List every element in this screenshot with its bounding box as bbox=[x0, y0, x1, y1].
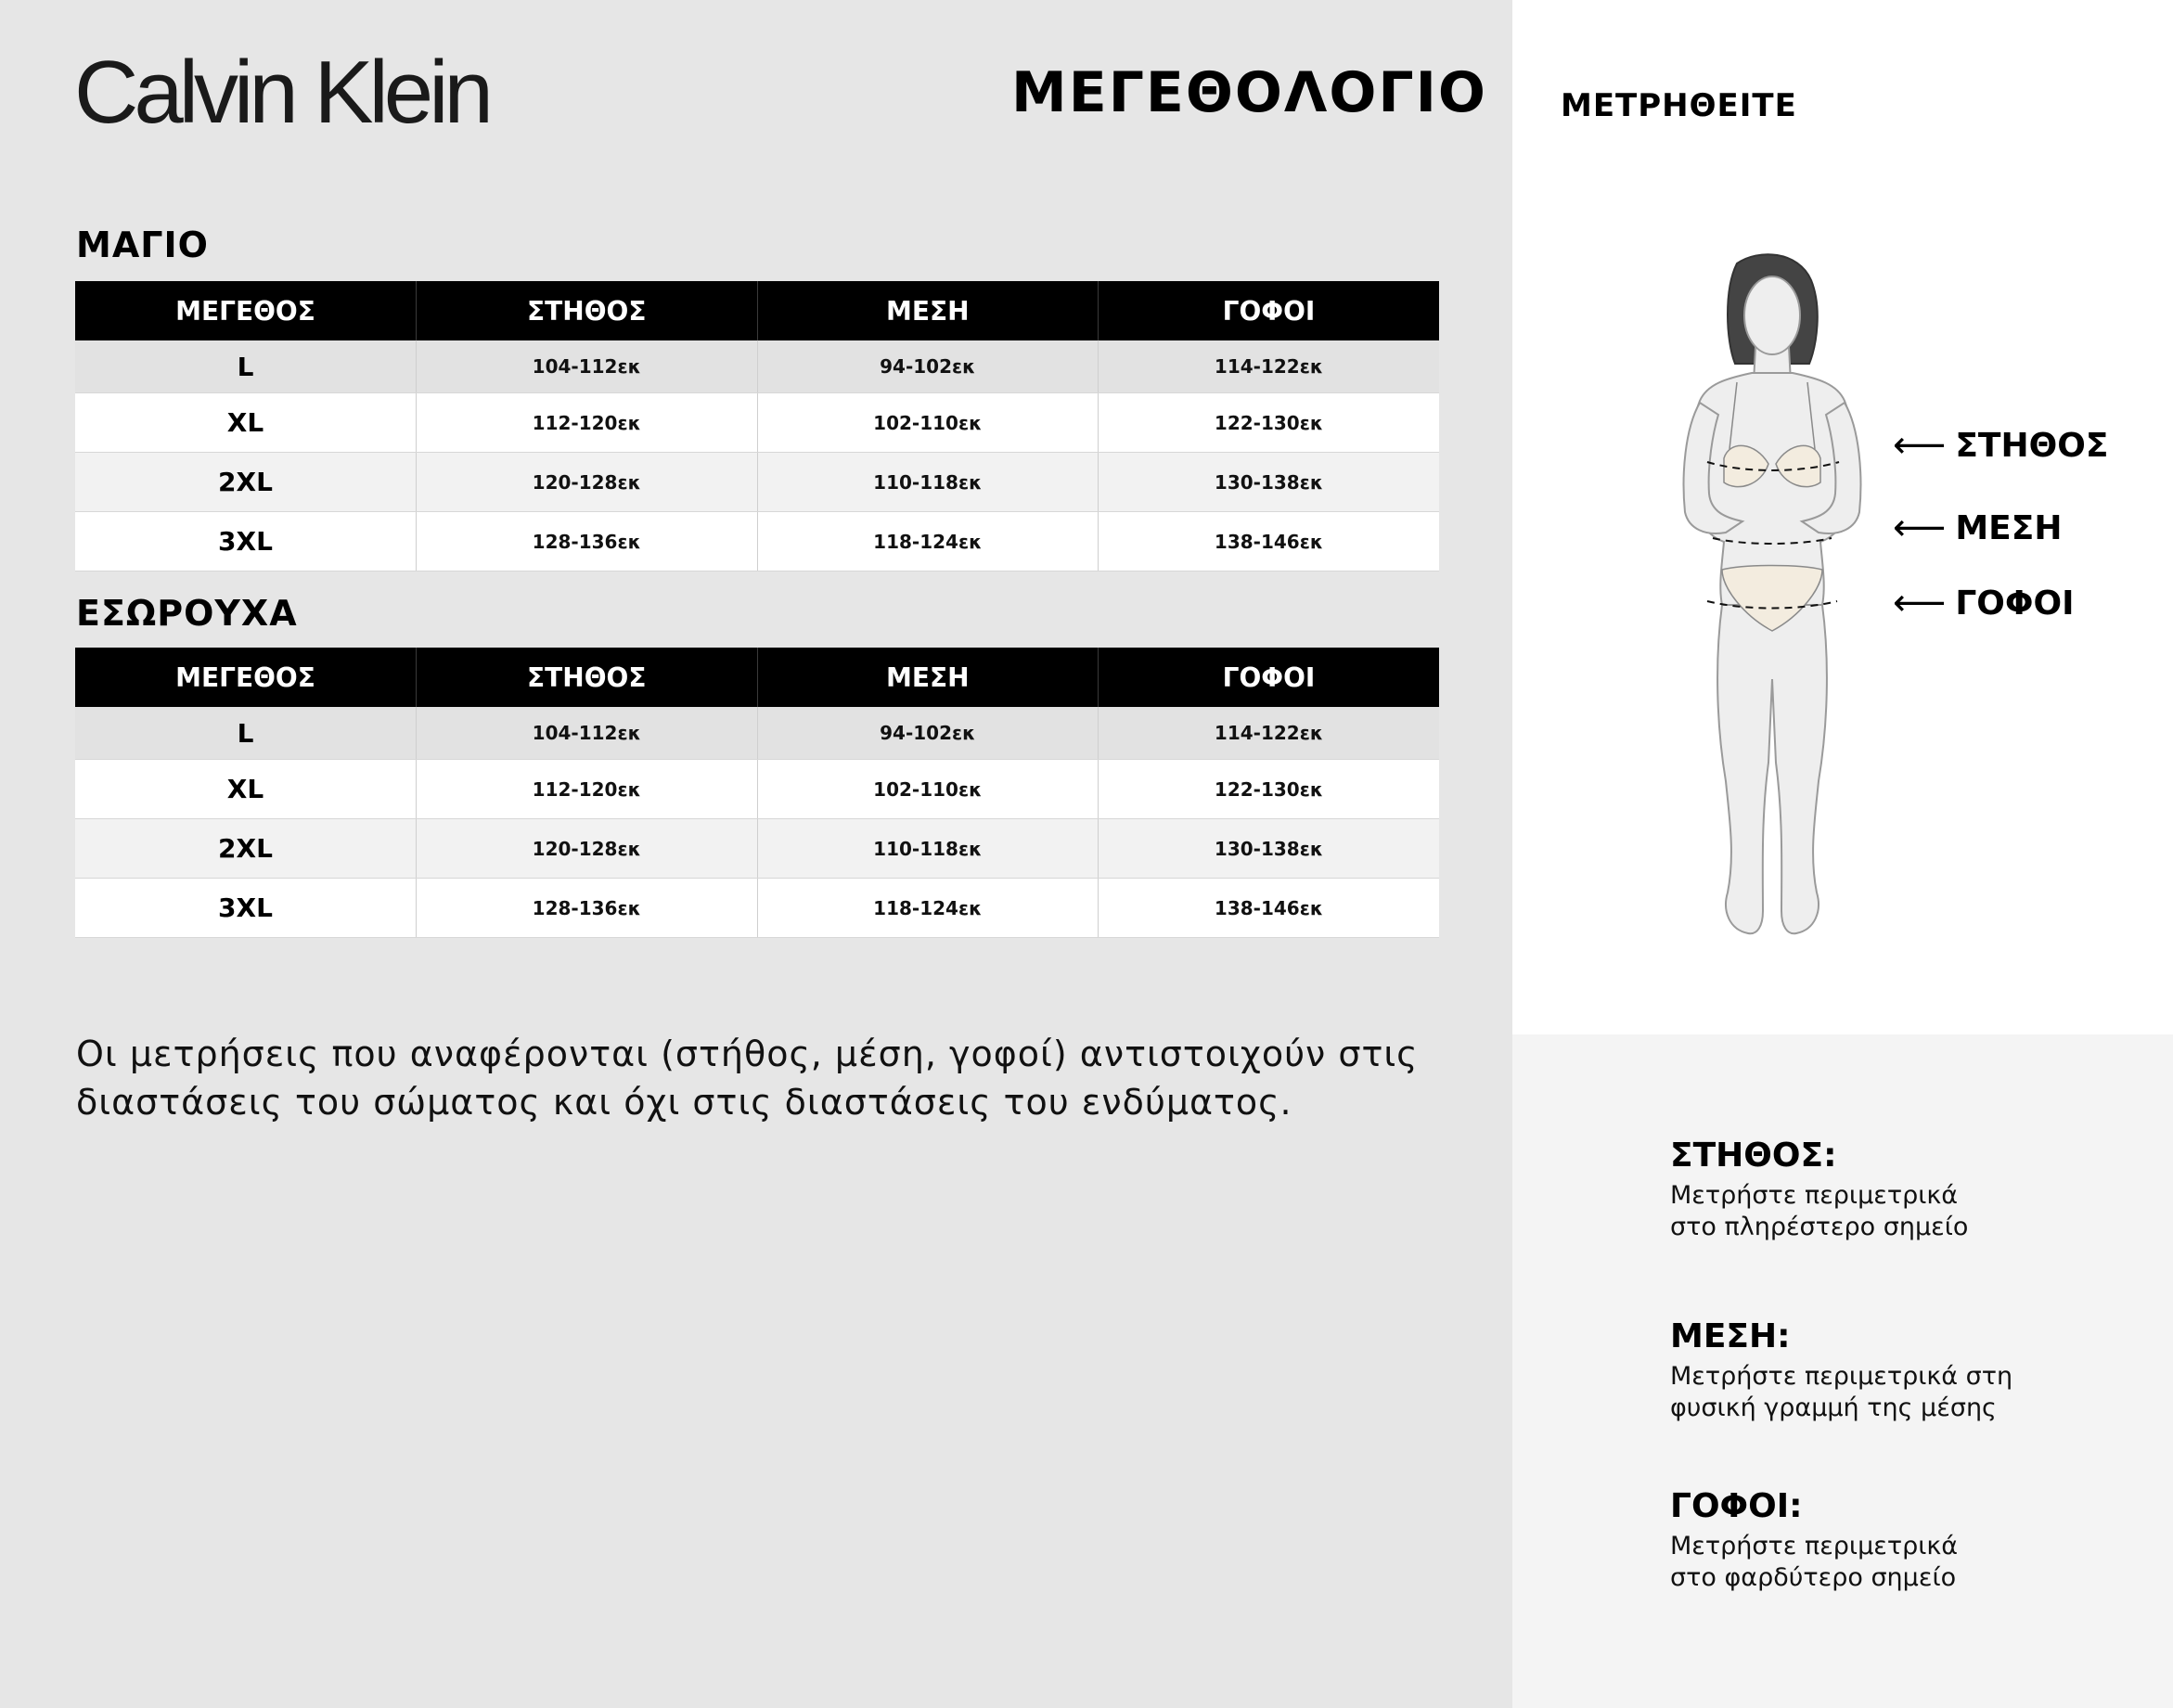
instruction-title: ΜΕΣΗ: bbox=[1670, 1317, 1791, 1355]
chest-cell: 112-120εκ bbox=[417, 760, 758, 819]
label-waist-text: ΜΕΣΗ bbox=[1955, 508, 2063, 547]
chest-cell: 128-136εκ bbox=[417, 512, 758, 571]
instruction-text: Μετρήστε περιμετρικά στο πληρέστερο σημείο bbox=[1670, 1181, 1969, 1241]
column-header-waist: ΜΕΣΗ bbox=[757, 281, 1099, 340]
instruction-text: Μετρήστε περιμετρικά στη φυσική γραμμή της μέσης bbox=[1670, 1362, 2013, 1422]
label-chest bbox=[1893, 425, 2108, 466]
table-row bbox=[75, 393, 1439, 453]
label-hips-text: ΓΟΦΟΙ bbox=[1955, 584, 2075, 623]
arrow-left-icon: ⟵ bbox=[1893, 507, 1947, 549]
page-title: ΜΕΓΕΘΟΛΟΓΙΟ bbox=[1011, 60, 1487, 125]
column-header-size: ΜΕΓΕΘΟΣ bbox=[75, 648, 417, 707]
size-cell: L bbox=[75, 707, 417, 760]
table-row bbox=[75, 512, 1439, 571]
chest-cell: 128-136εκ bbox=[417, 879, 758, 938]
column-header-size: ΜΕΓΕΘΟΣ bbox=[75, 281, 417, 340]
hips-cell: 122-130εκ bbox=[1099, 760, 1440, 819]
label-hips bbox=[1893, 583, 2075, 623]
table-header-row bbox=[75, 648, 1439, 707]
underwear-size-table bbox=[75, 648, 1439, 938]
waist-cell: 94-102εκ bbox=[757, 340, 1099, 393]
size-cell: XL bbox=[75, 393, 417, 453]
table-row bbox=[75, 819, 1439, 879]
instruction-waist bbox=[1670, 1317, 2153, 1424]
size-cell: XL bbox=[75, 760, 417, 819]
hips-cell: 114-122εκ bbox=[1099, 340, 1440, 393]
brand-logo: Calvin Klein bbox=[74, 43, 489, 142]
size-cell: 2XL bbox=[75, 819, 417, 879]
waist-cell: 118-124εκ bbox=[757, 879, 1099, 938]
size-cell: 3XL bbox=[75, 879, 417, 938]
table-row bbox=[75, 453, 1439, 512]
instruction-title: ΓΟΦΟΙ: bbox=[1670, 1487, 1803, 1525]
measurement-note: Οι μετρήσεις που αναφέρονται (στήθος, μέση, γοφοί) αντιστοιχούν στις διαστάσεις του σώματος και όχι στις διαστάσεις του ενδύματος. bbox=[76, 1034, 1419, 1123]
arrow-left-icon: ⟵ bbox=[1893, 582, 1947, 624]
table-row bbox=[75, 760, 1439, 819]
hips-cell: 130-138εκ bbox=[1099, 819, 1440, 879]
column-header-hips: ΓΟΦΟΙ bbox=[1099, 281, 1440, 340]
waist-cell: 102-110εκ bbox=[757, 760, 1099, 819]
instruction-text: Μετρήστε περιμετρικά στο φαρδύτερο σημείο bbox=[1670, 1532, 1959, 1592]
waist-cell: 94-102εκ bbox=[757, 707, 1099, 760]
hips-cell: 122-130εκ bbox=[1099, 393, 1440, 453]
waist-cell: 118-124εκ bbox=[757, 512, 1099, 571]
size-cell: L bbox=[75, 340, 417, 393]
chest-cell: 112-120εκ bbox=[417, 393, 758, 453]
column-header-waist: ΜΕΣΗ bbox=[757, 648, 1099, 707]
hips-cell: 138-146εκ bbox=[1099, 879, 1440, 938]
body-figure-illustration bbox=[1633, 243, 1911, 957]
chest-cell: 104-112εκ bbox=[417, 707, 758, 760]
arrow-left-icon: ⟵ bbox=[1893, 424, 1947, 467]
table-row bbox=[75, 707, 1439, 760]
table-header-row bbox=[75, 281, 1439, 340]
waist-cell: 110-118εκ bbox=[757, 453, 1099, 512]
hips-cell: 138-146εκ bbox=[1099, 512, 1440, 571]
chest-cell: 120-128εκ bbox=[417, 819, 758, 879]
chest-cell: 104-112εκ bbox=[417, 340, 758, 393]
size-cell: 3XL bbox=[75, 512, 417, 571]
column-header-hips: ΓΟΦΟΙ bbox=[1099, 648, 1440, 707]
chest-cell: 120-128εκ bbox=[417, 453, 758, 512]
hips-cell: 130-138εκ bbox=[1099, 453, 1440, 512]
instruction-chest bbox=[1670, 1139, 2153, 1243]
section-title-underwear: ΕΣΩΡΟΥΧΑ bbox=[76, 593, 298, 634]
waist-cell: 102-110εκ bbox=[757, 393, 1099, 453]
instruction-title: ΣΤΗΘΟΣ: bbox=[1670, 1137, 1837, 1175]
label-waist bbox=[1893, 507, 2062, 548]
waist-cell: 110-118εκ bbox=[757, 819, 1099, 879]
section-title-swimwear: ΜΑΓΙΟ bbox=[76, 225, 209, 265]
column-header-chest: ΣΤΗΘΟΣ bbox=[417, 281, 758, 340]
table-row bbox=[75, 340, 1439, 393]
size-cell: 2XL bbox=[75, 453, 417, 512]
swimwear-size-table bbox=[75, 281, 1439, 571]
table-row bbox=[75, 879, 1439, 938]
measure-yourself-title: ΜΕΤΡΗΘΕΙΤΕ bbox=[1561, 87, 1797, 124]
label-chest-text: ΣΤΗΘΟΣ bbox=[1955, 426, 2109, 465]
instruction-hips bbox=[1670, 1487, 2153, 1594]
column-header-chest: ΣΤΗΘΟΣ bbox=[417, 648, 758, 707]
hips-cell: 114-122εκ bbox=[1099, 707, 1440, 760]
